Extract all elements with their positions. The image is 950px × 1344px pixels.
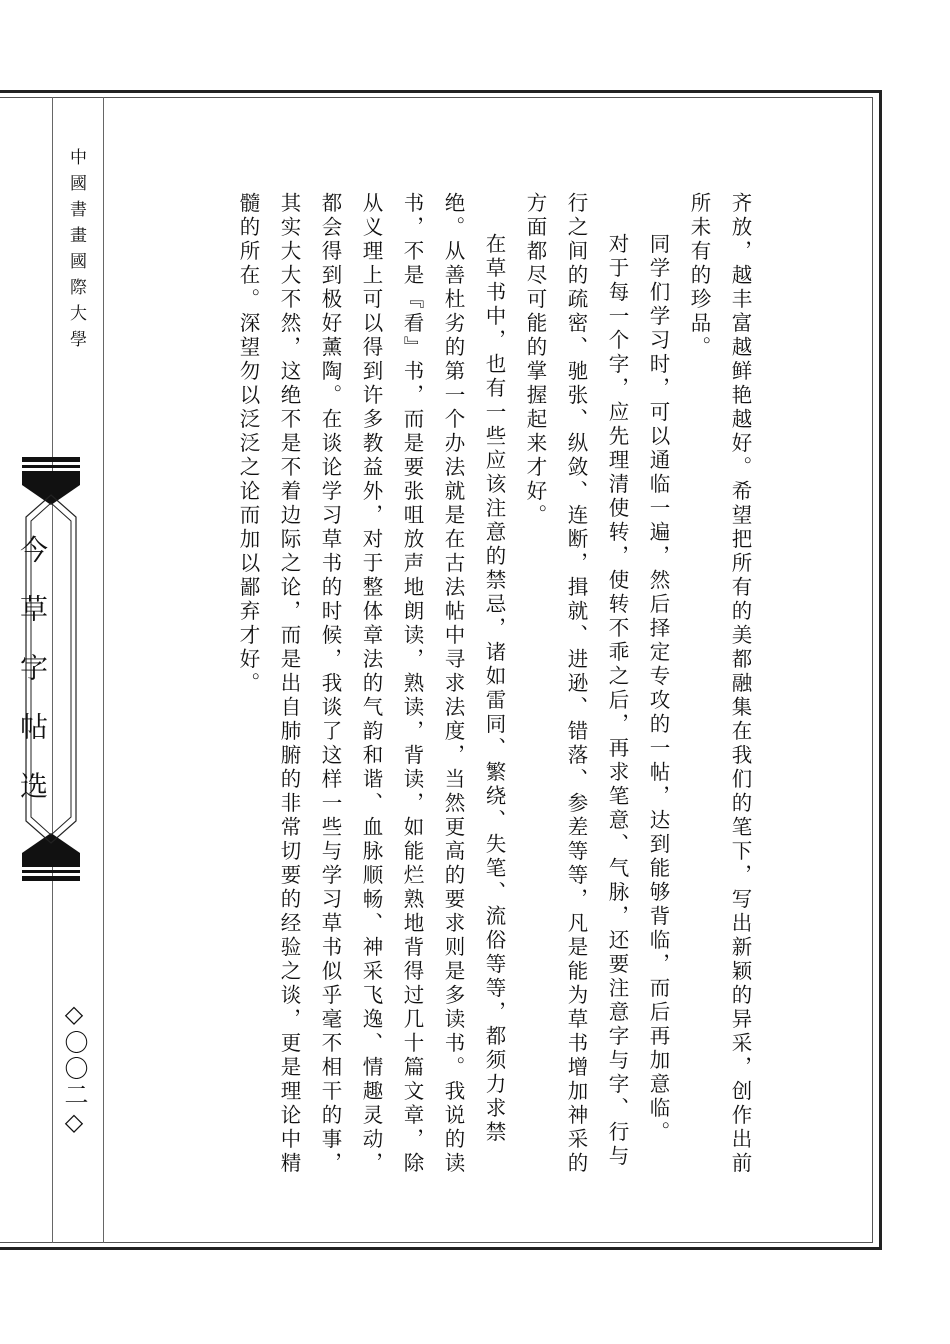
institution-name: 中國書畫國際大學 bbox=[66, 148, 86, 356]
page-number: ◇〇〇二◇ bbox=[60, 1000, 88, 1138]
text-box-border bbox=[103, 97, 104, 1243]
book-title: 今草字帖选 bbox=[16, 535, 49, 830]
body-text bbox=[232, 192, 760, 1192]
paragraph: 齐放，越丰富越鲜艳越好。希望把所有的美都融集在我们的笔下，写出新颖的异采，创作出前所未有的珍品。 bbox=[687, 192, 752, 1176]
paragraph: 同学们学习时，可以通临一遍，然后择定专攻的一帖，达到能够背临，而后再加意临。 bbox=[646, 233, 670, 1145]
paragraph: 对于每一个字，应先理清使转，使转不乖之后，再求笔意、气脉，还要注意字与字、行与行之间的疏密、驰张、纵敛、连断，揖就、进逊、错落、参差等等，凡是能为草书增加神采的方面都尽可能的掌握起来才好。 bbox=[523, 192, 629, 1176]
paragraph: 在草书中，也有一些应该注意的禁忌，诸如雷同、繁绕、失笔、流俗等等，都须力求禁绝。从善杜劣的第一个办法就是在古法帖中寻求法度，当然更高的要求则是多读书。我说的读书，不是『看』书，而是要张咀放声地朗读，熟读，背读，如能烂熟地背得过几十篇文章，除从义理上可以得到许多教益外，对于整体章法的气韵和谐、血脉顺畅、神采飞逸、情趣灵动，都会得到极好薰陶。在谈论学习草书的时候，我谈了这样一些与学习草书似乎毫不相干的事，其实大大不然，这绝不是不着边际之论，而是出自肺腑的非常切要的经验之谈，更是理论中精髓的所在。深望勿以泛泛之论而加以鄙弃才好。 bbox=[236, 192, 506, 1176]
